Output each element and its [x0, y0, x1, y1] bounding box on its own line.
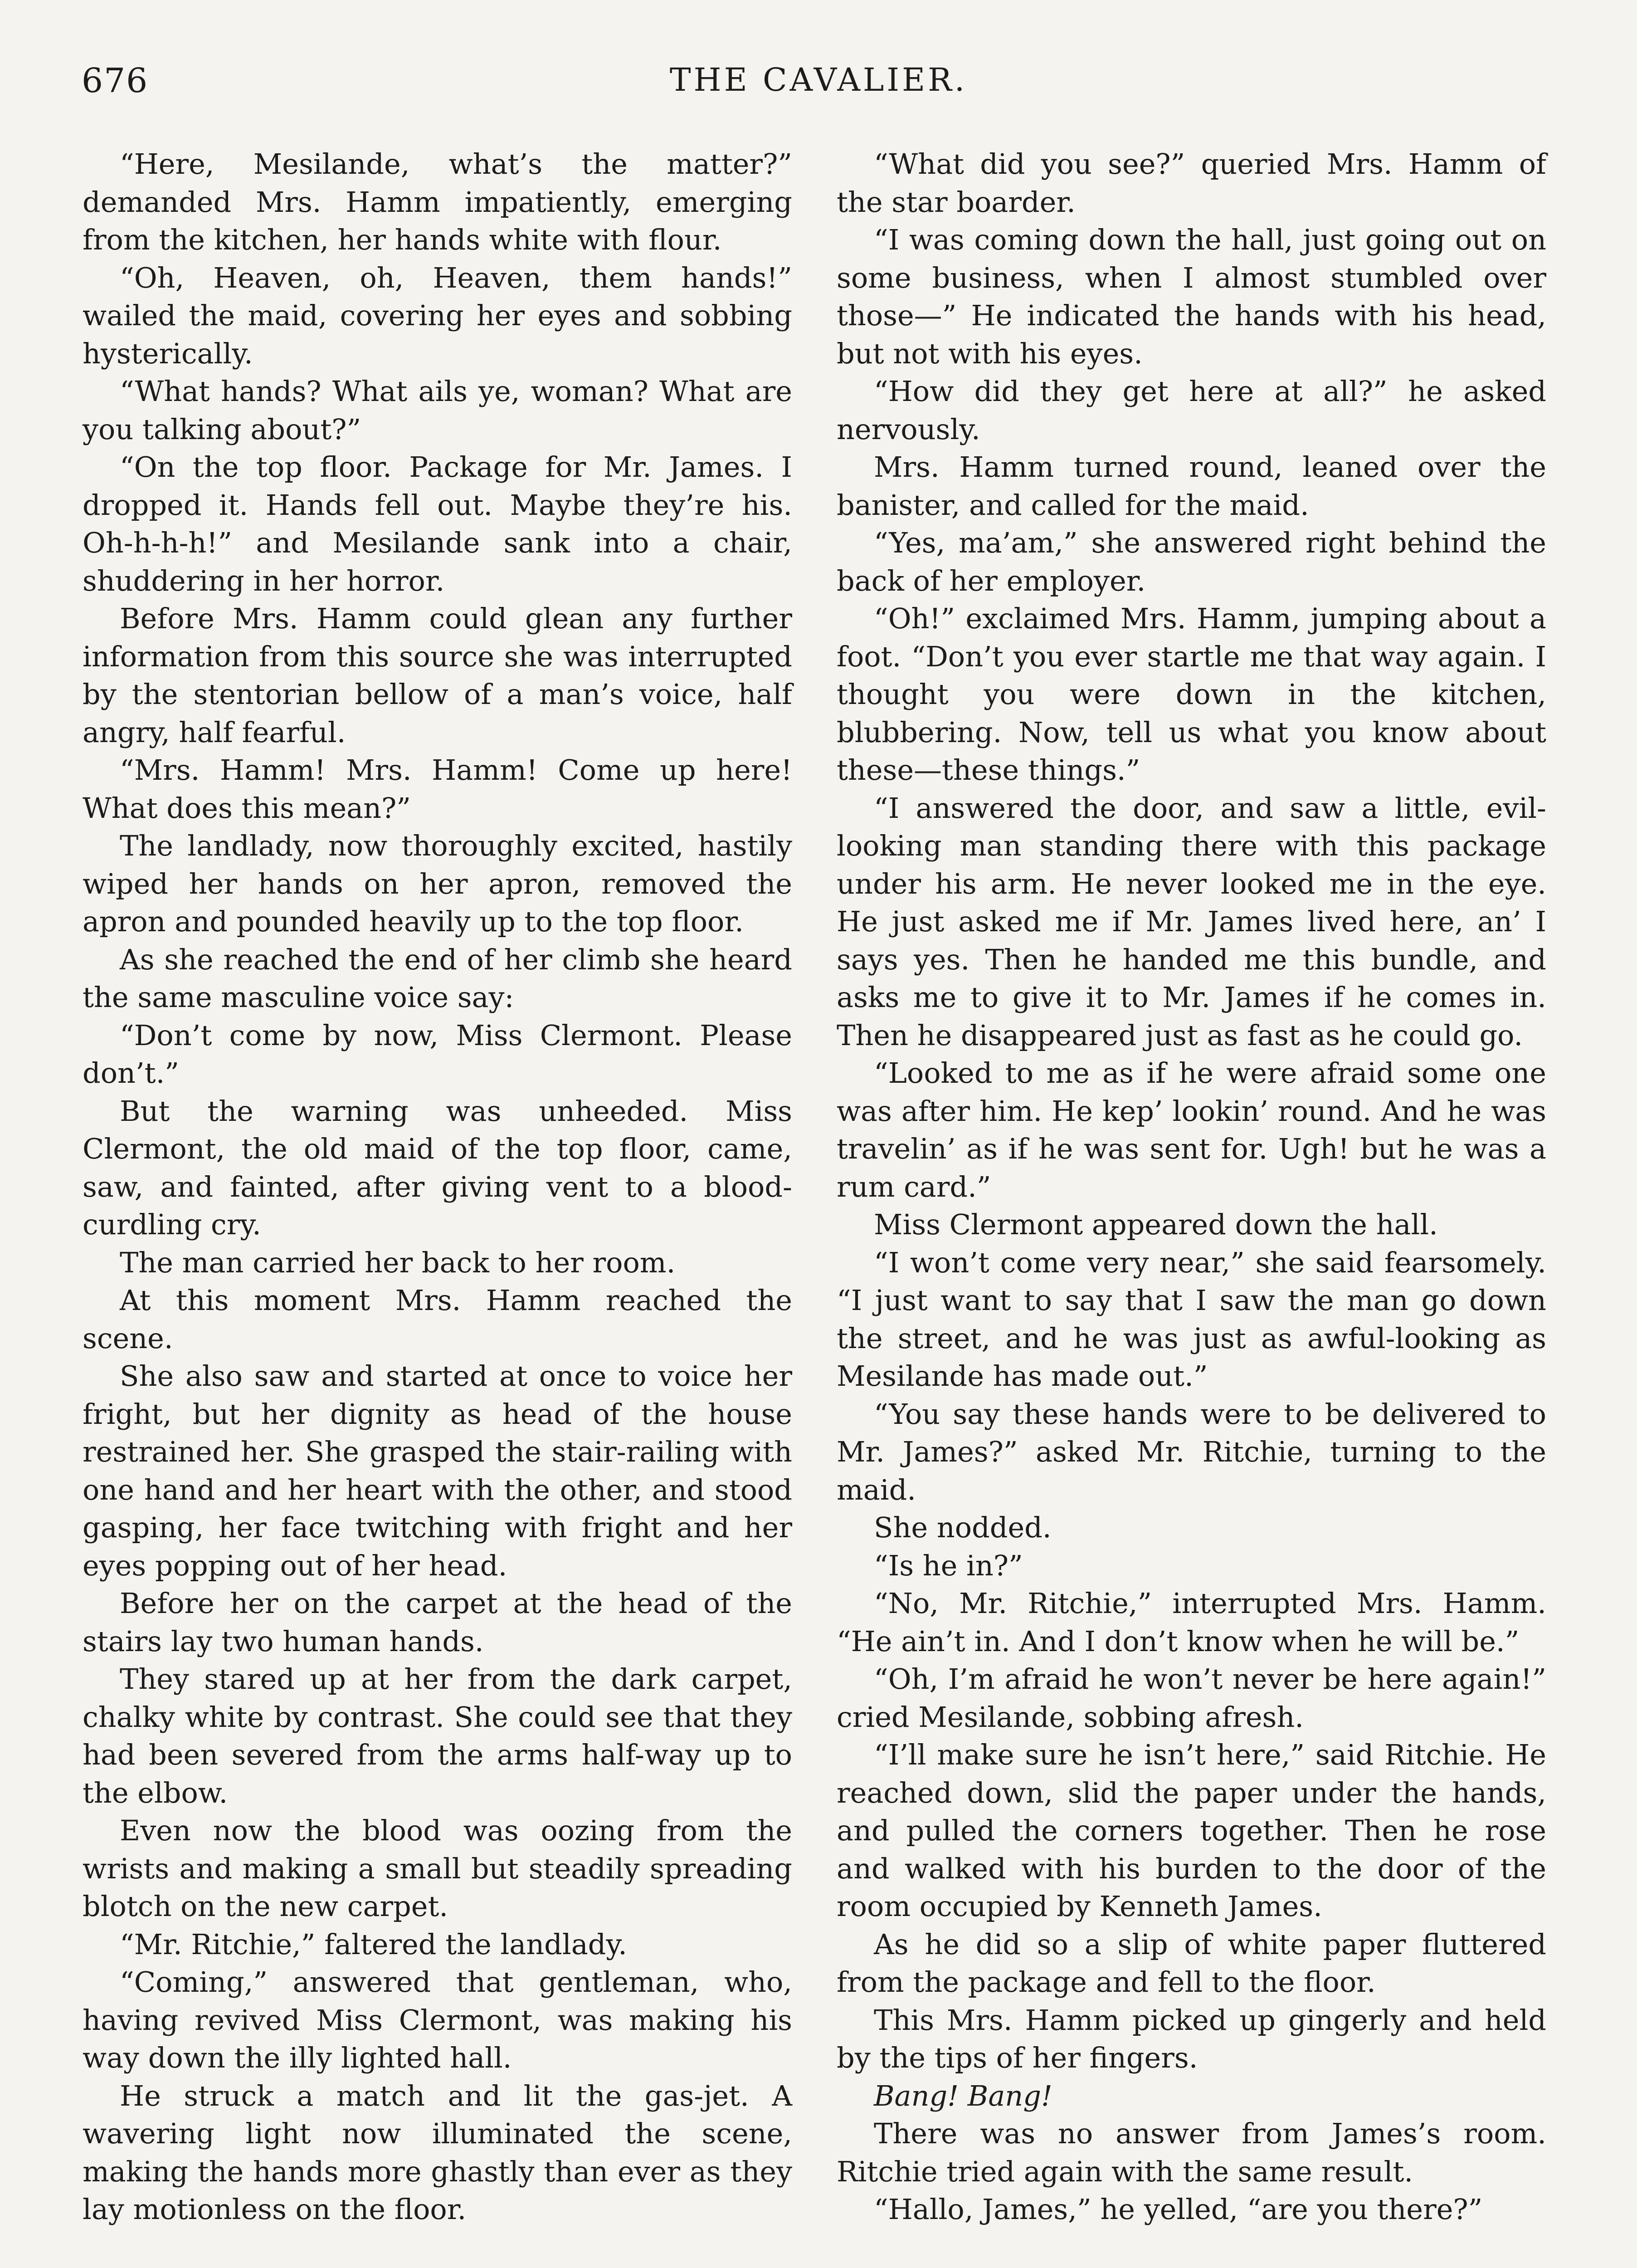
paragraph: The landlady, now thoroughly excited, hastily wiped her hands on her apron, removed the apron and pounded heavily up to the top floor.: [83, 829, 792, 938]
paragraph: Mrs. Hamm turned round, leaned over the banister, and called for the maid.: [837, 450, 1546, 522]
paragraph: “What hands? What ails ye, woman? What are you talking about?”: [83, 375, 792, 446]
paragraph: But the warning was unheeded. Miss Clermont, the old maid of the top floor, came, saw, and fainted, after giving vent to a blood-curdling cry.: [83, 1094, 792, 1241]
paragraph: “Oh!” exclaimed Mrs. Hamm, jumping about a foot. “Don’t you ever startle me that way again. I thought you were down in the kitchen, blubbering. Now, tell us what you know about these—these things.”: [837, 602, 1546, 787]
paragraph: Miss Clermont appeared down the hall.: [874, 1208, 1438, 1241]
paragraph: The man carried her back to her room.: [120, 1246, 676, 1279]
paragraph: “No, Mr. Ritchie,” interrupted Mrs. Hamm. “He ain’t in. And I don’t know when he will be.”: [837, 1587, 1546, 1658]
paragraph: He struck a match and lit the gas-jet. A wavering light now illuminated the scene, making the hands more ghastly than ever as they lay motionless on the floor.: [83, 2079, 792, 2226]
paragraph: They stared up at her from the dark carpet, chalky white by contrast. She could see that they had been severed from the arms half-way up to the elbow.: [83, 1662, 792, 1809]
text-column-right: [837, 145, 1546, 2229]
paragraph: “Looked to me as if he were afraid some one was after him. He kep’ lookin’ round. And he was travelin’ as if he was sent for. Ugh! but he was a rum card.”: [837, 1056, 1546, 1203]
paragraph: She also saw and started at once to voice her fright, but her dignity as head of the house restrained her. She grasped the stair-railing with one hand and her heart with the other, and stood gasping, her face twitching with fright and her eyes popping out of her head.: [83, 1359, 792, 1582]
paragraph: “Yes, ma’am,” she answered right behind the back of her employer.: [837, 526, 1546, 597]
paragraph: “I’ll make sure he isn’t here,” said Ritchie. He reached down, slid the paper under the hands, and pulled the corners together. Then he rose and walked with his burden to the door of the room occupied by Kenneth James.: [837, 1738, 1546, 1923]
paragraph: “Don’t come by now, Miss Clermont. Please don’t.”: [83, 1018, 792, 1090]
paragraph: “What did you see?” queried Mrs. Hamm of the star boarder.: [837, 147, 1546, 219]
paragraph: As he did so a slip of white paper fluttered from the package and fell to the floor.: [837, 1927, 1546, 1999]
paragraph: At this moment Mrs. Hamm reached the scene.: [83, 1284, 792, 1355]
running-title: THE CAVALIER.: [669, 61, 968, 98]
page-header: [82, 61, 1555, 120]
paragraph: “Oh, Heaven, oh, Heaven, them hands!” wailed the maid, covering her eyes and sobbing hysterically.: [83, 261, 792, 370]
paragraph: “On the top floor. Package for Mr. James. I dropped it. Hands fell out. Maybe they’re his. Oh-h-h-h!” and Mesilande sank into a chair, shuddering in her horror.: [83, 450, 792, 597]
paragraph: She nodded.: [874, 1511, 1052, 1544]
paragraph: “I was coming down the hall, just going out on some business, when I almost stumbled over those—” He indicated the hands with his head, but not with his eyes.: [837, 223, 1546, 370]
paragraph: Before Mrs. Hamm could glean any further information from this source she was interrupted by the stentorian bellow of a man’s voice, half angry, half fearful.: [83, 602, 792, 749]
paragraph: “You say these hands were to be delivered to Mr. James?” asked Mr. Ritchie, turning to the maid.: [837, 1397, 1546, 1506]
page-number: 676: [82, 61, 149, 100]
paragraph: “I won’t come very near,” she said fearsomely. “I just want to say that I saw the man go down the street, and he was just as awful-looking as Mesilande has made out.”: [837, 1246, 1546, 1393]
paragraph: “Here, Mesilande, what’s the matter?” demanded Mrs. Hamm impatiently, emerging from the kitchen, her hands white with flour.: [83, 147, 792, 256]
paragraph: This Mrs. Hamm picked up gingerly and held by the tips of her fingers.: [837, 2003, 1546, 2074]
paragraph: “Is he in?”: [874, 1549, 1023, 1582]
paragraph: Bang! Bang!: [874, 2079, 1052, 2112]
paragraph: There was no answer from James’s room. Ritchie tried again with the same result.: [837, 2117, 1546, 2188]
paragraph: “I answered the door, and saw a little, evil-looking man standing there with this package under his arm. He never looked me in the eye. He just asked me if Mr. James lived here, an’ I says yes. Then he handed me this bundle, and asks me to give it to Mr. James if he comes in. Then he disappeared just as fast as he could go.: [837, 791, 1546, 1052]
paragraph: “Mr. Ritchie,” faltered the landlady.: [120, 1927, 627, 1961]
paragraph: “Coming,” answered that gentleman, who, having revived Miss Clermont, was making his way down the illy lighted hall.: [83, 1965, 792, 2074]
paragraph: “Hallo, James,” he yelled, “are you there?”: [874, 2193, 1483, 2226]
paragraph: Even now the blood was oozing from the wrists and making a small but steadily spreading blotch on the new carpet.: [83, 1814, 792, 1923]
paragraph: Before her on the carpet at the head of the stairs lay two human hands.: [83, 1587, 792, 1658]
paragraph: As she reached the end of her climb she heard the same masculine voice say:: [83, 943, 792, 1014]
paragraph: “Mrs. Hamm! Mrs. Hamm! Come up here! What does this mean?”: [83, 753, 792, 825]
paragraph: “How did they get here at all?” he asked nervously.: [837, 375, 1546, 446]
paragraph: “Oh, I’m afraid he won’t never be here again!” cried Mesilande, sobbing afresh.: [837, 1662, 1546, 1734]
text-column-left: [83, 145, 792, 2229]
